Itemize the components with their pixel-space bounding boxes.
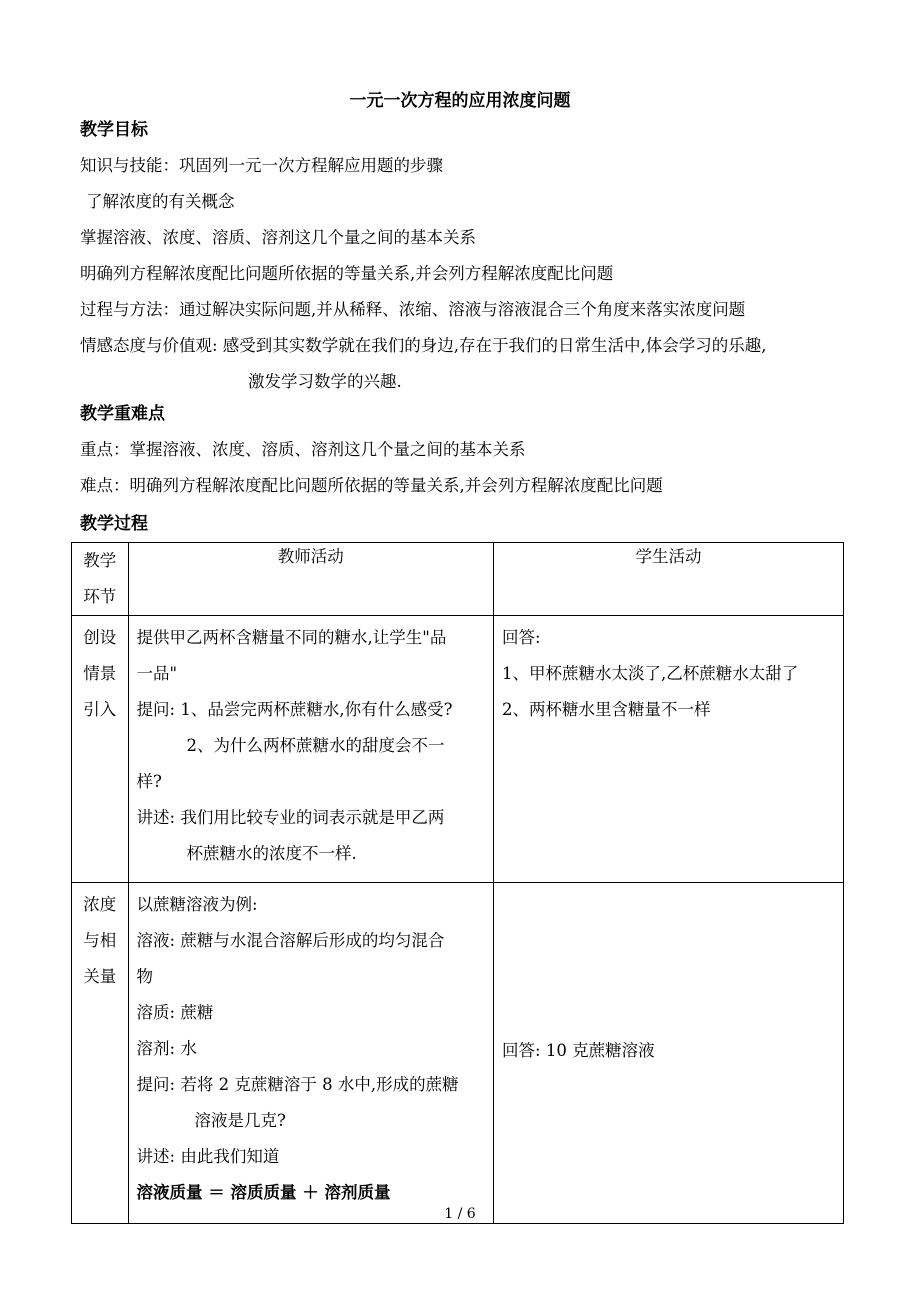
goals-heading: 教学目标	[80, 120, 148, 140]
stage-cell: 浓度 与相 关量	[72, 883, 129, 1224]
student-activity-cell: 回答: 1、甲杯蔗糖水太淡了,乙杯蔗糖水太甜了 2、两杯糖水里含糖量不一样	[494, 616, 844, 883]
goal-line: 掌握溶液、浓度、溶质、溶剂这几个量之间的基本关系	[80, 228, 476, 247]
goals-section	[80, 112, 860, 400]
goal-line: 情感态度与价值观: 感受到其实数学就在我们的身边,存在于我们的日常生活中,体会学习的乐趣,	[80, 336, 767, 355]
goal-line: 了解浓度的有关概念	[86, 192, 235, 211]
keypoints-section	[80, 396, 860, 504]
difficult-point: 难点：明确列方程解浓度配比问题所依据的等量关系,并会列方程解浓度配比问题	[80, 476, 663, 495]
process-heading: 教学过程	[80, 514, 148, 534]
goal-line: 知识与技能：巩固列一元一次方程解应用题的步骤	[80, 156, 443, 175]
table-header-row	[72, 543, 844, 616]
stage-cell: 创设 情景 引入	[72, 616, 129, 883]
teacher-activity-cell: 以蔗糖溶液为例: 溶液: 蔗糖与水混合溶解后形成的均匀混合 物 溶质: 蔗糖 溶剂: 水 提问: 若将 2 克蔗糖溶于 8 水中,形成的蔗糖 溶液是几克? 讲述: 由此我们知道 溶液质量 ＝ 溶质质量 ＋ 溶剂质量	[128, 883, 494, 1224]
goal-line: 激发学习数学的兴趣.	[248, 372, 402, 391]
page-title: 一元一次方程的应用浓度问题	[349, 91, 571, 111]
student-activity-cell: 回答: 10 克蔗糖溶液	[494, 883, 844, 1224]
header-student: 学生活动	[494, 543, 844, 616]
table-row	[72, 616, 844, 883]
goal-line: 明确列方程解浓度配比问题所依据的等量关系,并会列方程解浓度配比问题	[80, 264, 614, 283]
process-section	[80, 506, 860, 542]
teacher-activity-cell: 提供甲乙两杯含糖量不同的糖水,让学生"品 一品" 提问: 1、品尝完两杯蔗糖水,你有什么感受? 2、为什么两杯蔗糖水的甜度会不一 样? 讲述: 我们用比较专业的词表示就是甲乙两 杯蔗糖水的浓度不一样.	[128, 616, 494, 883]
page-number: 1 / 6	[444, 1206, 476, 1222]
keypoints-heading: 教学重难点	[80, 404, 165, 424]
table-row	[72, 883, 844, 1224]
goal-line: 过程与方法：通过解决实际问题,并从稀释、浓缩、溶液与溶液混合三个角度来落实浓度问题	[80, 300, 746, 319]
process-table	[71, 542, 844, 1224]
key-point: 重点：掌握溶液、浓度、溶质、溶剂这几个量之间的基本关系	[80, 440, 526, 459]
header-stage: 教学 环节	[72, 543, 129, 616]
formula-line: 溶液质量 ＝ 溶质质量 ＋ 溶剂质量	[136, 1183, 391, 1202]
header-teacher: 教师活动	[128, 543, 494, 616]
